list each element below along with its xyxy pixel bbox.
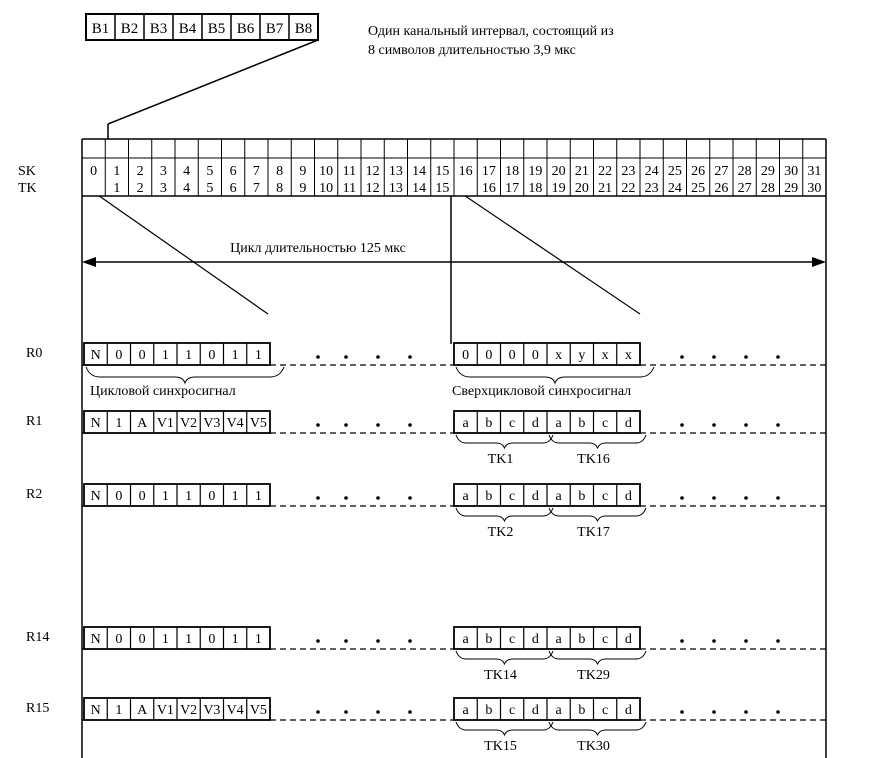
row-right-bit: y <box>578 348 586 363</box>
sk-number: 2 <box>136 164 144 179</box>
row-right-bit: b <box>485 416 493 431</box>
caption-brace <box>456 367 654 383</box>
tk-number: 28 <box>760 181 775 196</box>
row-left-bit: V2 <box>180 703 198 718</box>
tk-number: 7 <box>252 181 260 196</box>
tk-number: 17 <box>505 181 520 196</box>
row-left-bit: N <box>90 416 101 431</box>
row-left-bit: V5 <box>249 703 267 718</box>
sk-number: 18 <box>505 164 520 179</box>
row-left-bit: 1 <box>185 348 193 363</box>
tk-label: TK <box>18 181 37 196</box>
bit-label: B4 <box>178 21 197 37</box>
row-right-bit: d <box>531 489 539 504</box>
row-label: R15 <box>26 701 50 716</box>
ellipsis-dot <box>344 355 348 359</box>
sk-number: 11 <box>342 164 357 179</box>
sk-number: 31 <box>807 164 822 179</box>
tk-group-label: TK2 <box>487 525 514 540</box>
ellipsis-dot <box>712 423 716 427</box>
row-left-bit: 1 <box>254 632 262 647</box>
row-left-bit: V3 <box>203 416 221 431</box>
sk-number: 12 <box>365 164 380 179</box>
sk-number: 6 <box>229 164 237 179</box>
sk-number: 24 <box>644 164 659 179</box>
tk-number: 8 <box>276 181 284 196</box>
row-right-bit: x <box>601 348 609 363</box>
bit-label: B8 <box>294 21 313 37</box>
sk-number: 1 <box>113 164 121 179</box>
row-left-bit: 0 <box>115 348 123 363</box>
tk-number: 9 <box>299 181 307 196</box>
sk-number: 7 <box>252 164 260 179</box>
row-right-bit: a <box>462 632 469 647</box>
ellipsis-dot <box>776 355 780 359</box>
row-left-bit: 1 <box>161 489 169 504</box>
ellipsis-dot <box>316 496 320 500</box>
row-right-bit: 0 <box>462 348 470 363</box>
row-right-bit: b <box>578 416 586 431</box>
tk-brace <box>456 722 553 735</box>
ellipsis-dot <box>680 496 684 500</box>
sk-number: 0 <box>90 164 98 179</box>
sk-number: 9 <box>299 164 307 179</box>
row-right-bit: c <box>602 632 609 647</box>
row-left-bit: V3 <box>203 703 221 718</box>
row-left-bit: 1 <box>231 348 239 363</box>
ellipsis-dot <box>408 355 412 359</box>
tk-number: 23 <box>644 181 659 196</box>
row-label: R1 <box>26 414 43 429</box>
row-left-bit: V4 <box>226 703 244 718</box>
row-right-bit: a <box>555 632 562 647</box>
tk-number: 1 <box>113 181 121 196</box>
row-right-bit: c <box>509 703 516 718</box>
tk-brace <box>456 508 553 521</box>
sk-number: 25 <box>667 164 682 179</box>
tk-group-label: TK29 <box>577 668 610 683</box>
row-left-bit: 1 <box>161 632 169 647</box>
tk-brace <box>456 435 553 448</box>
sk-number: 21 <box>574 164 589 179</box>
row-right-bit: a <box>462 489 469 504</box>
slot16-expansion-line <box>465 196 640 314</box>
tk-group-label: TK1 <box>487 452 514 467</box>
row-right-bit: a <box>555 416 562 431</box>
ellipsis-dot <box>744 496 748 500</box>
row-left-bit: V5 <box>249 416 267 431</box>
ellipsis-dot <box>376 355 380 359</box>
bit-label: B3 <box>149 21 168 37</box>
row-right-bit: 0 <box>485 348 493 363</box>
tk-number: 19 <box>551 181 566 196</box>
ellipsis-dot <box>744 423 748 427</box>
row-left-bit: 1 <box>254 348 262 363</box>
ellipsis-dot <box>316 423 320 427</box>
row-right-bit: x <box>555 348 563 363</box>
tk-brace <box>549 651 646 664</box>
ellipsis-dot <box>712 496 716 500</box>
ellipsis-dot <box>316 355 320 359</box>
row-left-bit: N <box>90 703 101 718</box>
interval-caption-line1: Один канальный интервал, состоящий из <box>368 24 614 39</box>
row-left-bit: 0 <box>208 632 216 647</box>
row-right-bit: x <box>624 348 632 363</box>
row-right-bit: a <box>462 703 469 718</box>
ellipsis-dot <box>680 639 684 643</box>
row-right-bit: d <box>624 416 632 431</box>
sk-number: 14 <box>412 164 427 179</box>
row-right-bit: d <box>531 632 539 647</box>
sk-number: 22 <box>598 164 613 179</box>
row-right-bit: b <box>485 632 493 647</box>
bit-label: B6 <box>236 21 255 37</box>
tk-number: 24 <box>667 181 682 196</box>
row-left-bit: 0 <box>138 489 146 504</box>
tk-number: 5 <box>206 181 214 196</box>
sk-number: 27 <box>714 164 729 179</box>
tk-number: 3 <box>159 181 167 196</box>
tk-brace <box>549 508 646 521</box>
ellipsis-dot <box>712 710 716 714</box>
ellipsis-dot <box>344 710 348 714</box>
tk-number: 29 <box>784 181 799 196</box>
tk-number: 16 <box>481 181 496 196</box>
caption-brace <box>86 367 284 383</box>
sk-number: 17 <box>481 164 496 179</box>
sk-number: 8 <box>276 164 284 179</box>
sk-number: 15 <box>435 164 450 179</box>
sk-number: 26 <box>691 164 706 179</box>
row-left-bit: 1 <box>231 632 239 647</box>
ellipsis-dot <box>316 710 320 714</box>
tk-number: 14 <box>412 181 427 196</box>
row-right-bit: c <box>602 416 609 431</box>
sk-number: 4 <box>183 164 191 179</box>
tk-number: 2 <box>136 181 144 196</box>
row-left-bit: V1 <box>156 416 174 431</box>
row-left-bit: 1 <box>161 348 169 363</box>
bit-label: B5 <box>207 21 226 37</box>
ellipsis-dot <box>376 423 380 427</box>
ellipsis-dot <box>776 496 780 500</box>
ellipsis-dot <box>408 639 412 643</box>
sk-number: 16 <box>458 164 473 179</box>
row-left-bit: N <box>90 632 101 647</box>
row-label: R0 <box>26 346 43 361</box>
sk-number: 20 <box>551 164 566 179</box>
sk-number: 30 <box>784 164 799 179</box>
tk-number: 15 <box>435 181 450 196</box>
sk-number: 10 <box>319 164 334 179</box>
row-right-bit: c <box>509 416 516 431</box>
ellipsis-dot <box>344 496 348 500</box>
row-right-bit: a <box>462 416 469 431</box>
row-right-bit: c <box>602 489 609 504</box>
bit-label: B7 <box>265 21 284 37</box>
tk-number: 27 <box>737 181 752 196</box>
row-left-bit: 0 <box>138 632 146 647</box>
tk-number: 25 <box>691 181 706 196</box>
row-right-bit: 0 <box>508 348 516 363</box>
bit-label: B2 <box>120 21 139 37</box>
tk-number: 18 <box>528 181 543 196</box>
sk-label: SK <box>18 164 36 179</box>
ellipsis-dot <box>744 355 748 359</box>
ellipsis-dot <box>744 639 748 643</box>
tk-number: 22 <box>621 181 636 196</box>
interval-pointer-line <box>108 40 318 124</box>
row-left-bit: 1 <box>185 489 193 504</box>
sk-number: 3 <box>159 164 167 179</box>
tk-number: 30 <box>807 181 822 196</box>
row-right-bit: a <box>555 489 562 504</box>
row-right-bit: c <box>509 489 516 504</box>
row-right-bit: b <box>485 489 493 504</box>
tk-number: 26 <box>714 181 729 196</box>
tk-brace <box>549 722 646 735</box>
row-right-bit: d <box>624 703 632 718</box>
row-right-bit: d <box>531 416 539 431</box>
ellipsis-dot <box>776 423 780 427</box>
sk-number: 13 <box>388 164 403 179</box>
tk-group-label: TK14 <box>484 668 517 683</box>
ellipsis-dot <box>712 639 716 643</box>
tk-group-label: TK16 <box>577 452 610 467</box>
ellipsis-dot <box>744 710 748 714</box>
row-left-caption: Цикловой синхросигнал <box>90 384 236 399</box>
row-left-bit: V1 <box>156 703 174 718</box>
tk-number: 21 <box>598 181 613 196</box>
row-label: R14 <box>26 630 50 645</box>
row-right-bit: b <box>578 632 586 647</box>
ellipsis-dot <box>376 639 380 643</box>
row-right-bit: d <box>624 632 632 647</box>
tk-number: 10 <box>319 181 334 196</box>
row-left-bit: 1 <box>231 489 239 504</box>
row-left-bit: 0 <box>138 348 146 363</box>
sk-number: 29 <box>760 164 775 179</box>
row-right-bit: b <box>578 703 586 718</box>
row-right-caption: Сверхцикловой синхросигнал <box>452 384 632 399</box>
row-right-bit: d <box>624 489 632 504</box>
ellipsis-dot <box>376 496 380 500</box>
ellipsis-dot <box>344 423 348 427</box>
row-right-bit: c <box>509 632 516 647</box>
cycle-arrow-head-left <box>82 257 96 267</box>
tk-number: 20 <box>574 181 589 196</box>
tk-brace <box>456 651 553 664</box>
interval-caption-line2: 8 символов длительностью 3,9 мкс <box>368 43 576 58</box>
cycle-label: Цикл длительностью 125 мкс <box>230 241 406 256</box>
tk-group-label: TK15 <box>484 739 517 754</box>
tk-number: 6 <box>229 181 237 196</box>
row-right-bit: 0 <box>531 348 539 363</box>
row-left-bit: A <box>137 703 148 718</box>
ellipsis-dot <box>408 423 412 427</box>
tk-group-label: TK30 <box>577 739 610 754</box>
bit-label: B1 <box>91 21 110 37</box>
tk-brace <box>549 435 646 448</box>
row-left-bit: 0 <box>208 348 216 363</box>
row-left-bit: 0 <box>115 632 123 647</box>
row-left-bit: V2 <box>180 416 198 431</box>
row-right-bit: c <box>602 703 609 718</box>
sk-number: 19 <box>528 164 543 179</box>
row-right-bit: a <box>555 703 562 718</box>
ellipsis-dot <box>776 639 780 643</box>
ellipsis-dot <box>316 639 320 643</box>
row-left-bit: 1 <box>115 703 123 718</box>
row-left-bit: 0 <box>208 489 216 504</box>
ellipsis-dot <box>680 355 684 359</box>
row-left-bit: V4 <box>226 416 244 431</box>
row-left-bit: 1 <box>115 416 123 431</box>
row-left-bit: N <box>90 489 101 504</box>
ellipsis-dot <box>680 423 684 427</box>
tk-number: 13 <box>388 181 403 196</box>
tk-group-label: TK17 <box>577 525 610 540</box>
sk-number: 5 <box>206 164 214 179</box>
ellipsis-dot <box>680 710 684 714</box>
row-right-bit: b <box>485 703 493 718</box>
ellipsis-dot <box>408 496 412 500</box>
row-right-bit: d <box>531 703 539 718</box>
sk-number: 23 <box>621 164 636 179</box>
row-left-bit: A <box>137 416 148 431</box>
ellipsis-dot <box>408 710 412 714</box>
ellipsis-dot <box>376 710 380 714</box>
sk-number: 28 <box>737 164 752 179</box>
ellipsis-dot <box>776 710 780 714</box>
row-right-bit: b <box>578 489 586 504</box>
row-label: R2 <box>26 487 43 502</box>
tk-number: 12 <box>365 181 380 196</box>
row-left-bit: 0 <box>115 489 123 504</box>
tk-number: 11 <box>342 181 357 196</box>
row-left-bit: 1 <box>254 489 262 504</box>
cycle-arrow-head-right <box>812 257 826 267</box>
ellipsis-dot <box>344 639 348 643</box>
row-left-bit: 1 <box>185 632 193 647</box>
ellipsis-dot <box>712 355 716 359</box>
row-left-bit: N <box>90 348 101 363</box>
tk-number: 4 <box>183 181 191 196</box>
